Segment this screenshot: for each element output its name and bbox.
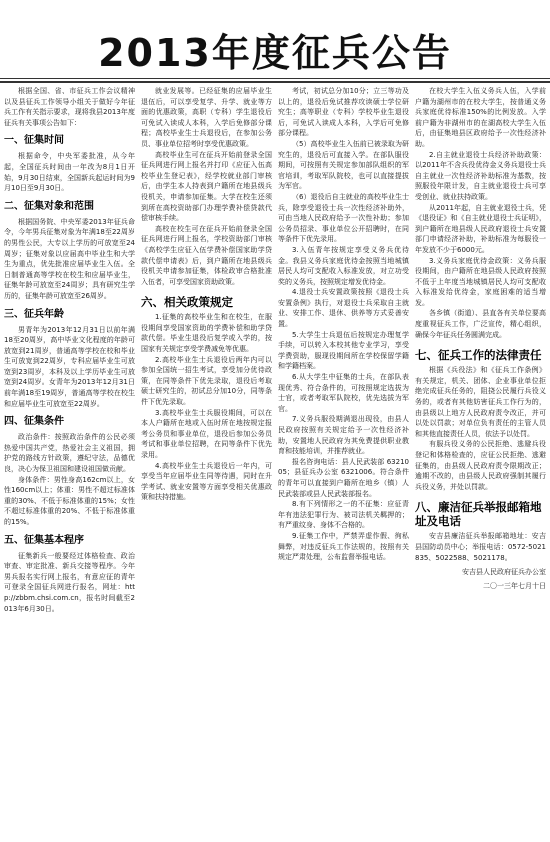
body-paragraph: 3.义务兵家庭优待金政策：义务兵服役期间，由户籍所在地县级人民政府按照不低于上年度当地城镇居民人均可支配收入标准发给优待金，家庭困难的适当增发。 [415, 256, 546, 307]
body-paragraph: 根据国务院、中央军委2013年征兵命令，今年男兵征集对象为年满18至22周岁的男性公民，大专以上学历的可放宽至24周岁；征集对象以应届高中毕业生和大学生为重点，优先批准应届毕业生入伍。全日制普通高等学校在校生和应届毕业生，征集年龄可放宽至24周岁；具有研究生学历的，征集年龄可放宽至26周岁。 [4, 217, 135, 300]
section-heading: 二、征集对象和范围 [4, 200, 94, 212]
body-paragraph: 2.高校毕业生士兵退役后两年内可以参加全国统一招生考试，享受加分优待政策，在同等条件下优先录取，退役后考取硕士研究生的，初试总分加10分，同等条件下优先录取。 [141, 355, 272, 407]
section-heading: 六、相关政策规定 [141, 295, 233, 310]
body-paragraph: 5.大学生士兵退伍后按规定办理复学手续，可以转入本校其他专业学习，享受学费资助，服现役期间所在学校保留学籍和学籍档案。 [278, 330, 409, 371]
section-heading: 七、征兵工作的法律责任 [415, 348, 542, 363]
body-paragraph: 安吉县廉洁征兵举报邮箱地址：安吉县国防动员中心；举报电话：0572-5021835、5022588、5021178。 [415, 532, 546, 562]
title-divider [0, 78, 550, 79]
body-paragraph: 1.征集的高校毕业生和在校生，在服役期间享受国家资助的学费补偿和助学贷款代偿。毕业生退役后复学或入学的，按国家有关规定享受学费减免等优惠。 [141, 313, 272, 354]
issuer-signature: 安吉县人民政府征兵办公室 [462, 568, 546, 577]
body-paragraph: 8.有下列情形之一的不征集：应征青年有违法犯罪行为、被司法机关羁押的；有严重纹身、身体不合格的。 [278, 500, 409, 530]
body-paragraph: 高校毕业生可在征兵开始前登录全国征兵网进行网上报名并打印《应征入伍高校毕业生登记表》，经学校就业部门审核后，由学生本人持表到户籍所在地县级兵役机关，申请参加征集。大学在校生还须到所在高校资助部门办理学费补偿贷款代偿审核手续。 [141, 150, 272, 223]
section-heading: 五、征集基本程序 [4, 534, 84, 546]
body-paragraph: 根据命令，中央军委批准，从今年起，全国征兵时间由一年改为8月1日开始，9月30日结束，全国新兵起运时间为9月10日至9月30日。 [4, 152, 135, 193]
body-paragraph: 6.从大学生中征集的士兵，在部队表现优秀、符合条件的，可按照规定选拔为士官，或者考取军队院校，优先选拔为军官。 [278, 373, 409, 413]
column-2 [141, 86, 272, 834]
body-paragraph: 从2011年起，自主就业退役士兵，凭《退役证》和《自主就业退役士兵证明》，到户籍所在地县级人民政府退役士兵安置部门申请经济补助，补助标准为每服役一年发放不少于6000元。 [415, 203, 546, 254]
section-heading: 一、征集时间 [4, 135, 64, 147]
body-paragraph: 报名咨询电话：县人民武装部 6321005；县征兵办公室 6321006。符合条件的青年可以直接到户籍所在地乡（镇）人民武装部或县人民武装部报名。 [278, 457, 409, 498]
body-paragraph: （5）高校毕业生入伍前已被录取为研究生的，退役后可直接入学。在部队服役期间，可按照有关规定参加部队组织的军官培训，考取军队院校，也可以直接提拔为军官。 [278, 139, 409, 191]
column-4 [415, 86, 546, 834]
body-paragraph: 男青年为2013年12月31日以前年满18至20周岁，高中毕业文化程度的年龄可放宽到21周岁，普通高等学校在校和毕业生可放宽到22周岁，专科应届毕业生可放宽到23周岁，本科及以上学历毕业生可放宽到24周岁。女青年为2013年12月31日前年满18至19周岁，普通高等学校在校生和应届毕业生可放宽至22周岁。 [4, 325, 135, 408]
body-paragraph: 3.高校毕业生士兵服役期间，可以在本人户籍所在地或入伍时所在地按规定报考公务员和事业单位，退役后参加公务员考试和事业单位招聘，在同等条件下优先录用。 [141, 408, 272, 459]
body-paragraph: 高校在校生可在征兵开始前登录全国征兵网进行网上报名，学校资助部门审核《高校学生应征入伍学费补偿国家助学贷款代偿申请表》后，到户籍所在地县级兵役机关申请参加征集，体检政审合格批准入伍者，可享受国家资助政策。 [141, 224, 272, 286]
body-paragraph: 在校大学生入伍义务兵人伍，入学前户籍为湖州市的在校大学生，按普通义务兵家庭优待标准150%的比例发放。入学前户籍为非湖州市的在湖高校大学生入伍后，由征集地县区政府给予一次性经济补助。 [415, 87, 546, 148]
section-heading: 八、廉洁征兵举报邮箱地址及电话 [415, 500, 542, 529]
body-paragraph: 有服兵役义务的公民拒绝、逃避兵役登记和体格检查的，应征公民拒绝、逃避征集的，由县级人民政府责令限期改正；逾期不改的，由县级人民政府强制其履行兵役义务，并处以罚款。 [415, 440, 546, 491]
page-title: 2013年度征兵公告 [98, 31, 452, 75]
intro-paragraph: 根据全国、省、市征兵工作会议精神以及县征兵工作领导小组关于做好今年征兵工作有关指示要求，现将我县2013年度征兵有关事项公告如下： [4, 87, 135, 127]
section-heading: 三、征兵年龄 [4, 308, 64, 320]
body-paragraph: 身体条件：男性身高162cm以上，女性160cm以上；体重：男性不超过标准体重的30%、不低于标准体重的15%；女性不超过标准体重的20%、不低于标准体重的15%。 [4, 475, 135, 526]
section-heading: 四、征集条件 [4, 416, 64, 428]
article-columns [4, 86, 546, 834]
body-paragraph: 9.征集工作中，严禁弄虚作假、徇私舞弊，对违反征兵工作法规的，按照有关规定严肃处理，公布监督举报电话。 [278, 531, 409, 562]
issue-date: 二〇一三年七月十日 [483, 582, 546, 591]
body-paragraph: 各乡镇（街道）、县直各有关单位要高度重视征兵工作，广泛宣传，精心组织，确保今年征兵任务圆满完成。 [415, 309, 546, 339]
body-paragraph: 政治条件：按照政治条件的公民必须热爱中国共产党，热爱社会主义祖国，拥护党的路线方针政策，遵纪守法，品德优良，决心为保卫祖国和建设祖国做贡献。 [4, 433, 135, 474]
body-paragraph: 根据《兵役法》和《征兵工作条例》有关规定，机关、团体、企业事业单位拒绝完成征兵任务的，阻挠公民履行兵役义务的，或者有其他妨害征兵工作行为的，由县级以上地方人民政府责令改正，并可以处以罚款；对单位负有责任的主管人员和其他直接责任人员，依法予以处罚。 [415, 366, 546, 438]
body-paragraph: 考试，初试总分加10分；立三等功及以上的，退役后免试推荐攻读硕士学位研究生；高等职业（专科）学校毕业生退役后，可免试入读成人本科，入学后可免修部分课程。 [278, 87, 409, 138]
body-paragraph: 就业发展等。已经征集的应届毕业生退伍后，可以享受复学、升学、就业等方面的优惠政策，高职（专科）学生退役后可免试入读成人本科，入学后免修部分课程；高校毕业生士兵退役后，在参加公务员、事业单位招考时享受优惠政策。 [141, 87, 272, 148]
body-paragraph: 征集新兵一般要经过体格检查、政治审查、审定批准、新兵交接等程序。今年男兵报名实行网上报名，有意应征的青年可登录全国征兵网进行报名，网址：http://zbbm.chsi.com.cn，报名时间截至2013年6月30日。 [4, 551, 135, 613]
body-paragraph: 4.退役士兵安置政策按照《退役士兵安置条例》执行，对退役士兵采取自主就业、安排工作、退休、供养等方式妥善安置。 [278, 288, 409, 329]
body-paragraph: 4.高校毕业生士兵退役后一年内，可享受当年应届毕业生同等待遇，同时在升学考试、就业安置等方面享受相关优惠政策和扶持措施。 [141, 461, 272, 502]
column-3 [278, 86, 409, 834]
title-divider-thick [0, 81, 550, 83]
body-paragraph: 3.入伍青年按规定享受义务兵优待金。我县义务兵家庭优待金按照当地城镇居民人均可支配收入标准发放，对立功受奖的义务兵，按照规定增发优待金。 [278, 245, 409, 286]
body-paragraph: 2.自主就业退役士兵经济补助政策：以2011年不含兵役优待金义务兵退役士兵自主就业一次性经济补助标准为基数，按照服役年限计发，自主就业退役士兵可享受创业、就业扶持政策。 [415, 150, 546, 201]
body-paragraph: 7.义务兵服役期满退出现役，由县人民政府按照有关规定给予一次性经济补助，安置地人民政府为其免费提供职业教育和技能培训，并推荐就业。 [278, 415, 409, 456]
column-1 [4, 86, 135, 834]
body-paragraph: （6）退役后自主就业的高校毕业生士兵，除享受退役士兵一次性经济补助外，可由当地人民政府给予一次性补助；参加公务员招录、事业单位公开招聘时，在同等条件下优先录用。 [278, 192, 409, 244]
